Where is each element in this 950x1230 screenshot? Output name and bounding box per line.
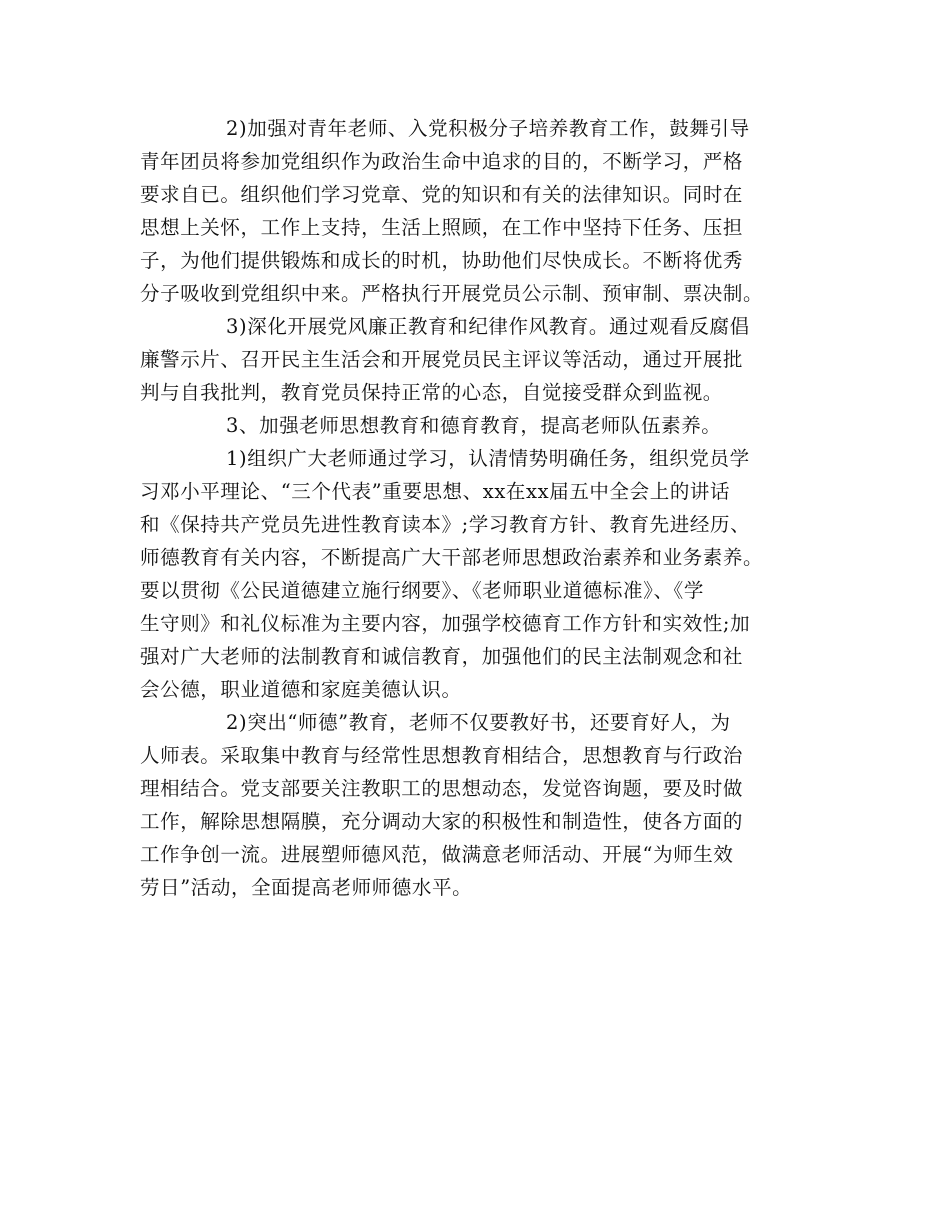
paragraph-p2: [140, 310, 820, 409]
text-line: 子，为他们提供锻炼和成长的时机，协助他们尽快成长。不断将优秀: [140, 249, 744, 272]
text-line: 生守则》和礼仪标准为主要内容，加强学校德育工作方针和实效性;加: [140, 612, 751, 635]
text-line: 2)加强对青年老师、入党积极分子培养教育工作，鼓舞引导: [226, 117, 750, 140]
text-line: 2)突出“师德”教育，老师不仅要教好书，还要育好人，为: [226, 711, 731, 734]
text-line: 分子吸收到党组织中来。严格执行开展党员公示制、预审制、票决制。: [140, 282, 764, 305]
section-heading: [140, 409, 820, 442]
text-line: 师德教育有关内容，不断提高广大干部老师思想政治素养和业务素养。: [140, 546, 764, 569]
text-line: 思想上关怀，工作上支持，生活上照顾，在工作中坚持下任务、压担: [140, 216, 744, 239]
text-line: 1)组织广大老师通过学习，认清情势明确任务，组织党员学: [226, 447, 750, 470]
paragraph-p4: [140, 442, 820, 706]
text-line: 3、加强老师思想教育和德育教育，提高老师队伍素养。: [226, 414, 722, 437]
paragraph-p1: [140, 112, 820, 310]
text-line: 习邓小平理论、“三个代表”重要思想、xx在xx届五中全会上的讲话: [140, 480, 731, 503]
text-line: 3)深化开展党风廉正教育和纪律作风教育。通过观看反腐倡: [226, 315, 750, 338]
text-line: 人师表。采取集中教育与经常性思想教育相结合，思想教育与行政治: [140, 744, 744, 767]
text-line: 会公德，职业道德和家庭美德认识。: [140, 678, 462, 701]
text-line: 要求自已。组织他们学习党章、党的知识和有关的法律知识。同时在: [140, 183, 744, 206]
text-line: 工作，解除思想隔膜，充分调动大家的积极性和制造性，使各方面的: [140, 810, 744, 833]
document-body: [140, 112, 820, 904]
text-line: 理相结合。党支部要关注教职工的思想动态，发觉咨询题，要及时做: [140, 777, 744, 800]
text-line: 要以贯彻《公民道德建立施行纲要》、《老师职业道德标准》、《学: [140, 579, 705, 602]
text-line: 工作争创一流。进展塑师德风范，做满意老师活动、开展“为师生效: [140, 843, 734, 866]
text-line: 劳日”活动，全面提高老师师德水平。: [140, 876, 473, 899]
text-line: 判与自我批判，教育党员保持正常的心态，自觉接受群众到监视。: [140, 381, 723, 404]
text-line: 强对广大老师的法制教育和诚信教育，加强他们的民主法制观念和社: [140, 645, 744, 668]
text-line: 廉警示片、召开民主生活会和开展党员民主评议等活动，通过开展批: [140, 348, 744, 371]
paragraph-p5: [140, 706, 820, 904]
text-line: 青年团员将参加党组织作为政治生命中追求的目的，不断学习，严格: [140, 150, 744, 173]
text-line: 和《保持共产党员先进性教育读本》;学习教育方针、教育先进经历、: [140, 513, 751, 536]
